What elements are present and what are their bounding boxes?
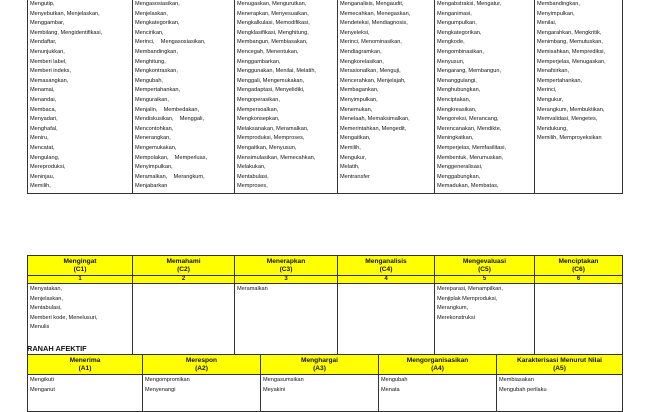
header-cell-a4: [379, 355, 497, 375]
verb-list-cell: Menyatakan, Menjelaskan, Mentabulasi, Memberi kode, Menelusuri, Menulis: [28, 284, 133, 355]
header-code: (A3): [313, 364, 326, 372]
column-number: 2: [133, 276, 235, 284]
verb-list-cell: Membiasakan Mengubah perilaku: [497, 375, 623, 412]
cognitive-verbs-table-top: [27, 0, 623, 194]
header-code: (C4): [379, 265, 393, 273]
header-code: (C3): [279, 265, 293, 273]
header-name: Mengevaluasi: [462, 257, 507, 265]
cognitive-levels-table: [27, 255, 623, 355]
column-number: 6: [535, 276, 623, 284]
header-cell-a1: [28, 355, 143, 375]
header-name: Merespon: [185, 356, 218, 364]
verb-list-cell: Mengubah Menata: [379, 375, 497, 412]
header-name: Menciptakan: [558, 257, 599, 265]
verb-list-cell: Membandingkan, Menyimpulkan, Menilai, Mengarahkan, Mengkritik, Menimbang, Memutuskan, Memisahkan, Memprediksi, Memperjelas, Menugaskan, Menafsirkan, Mempertahankan, Merinci, Mengukur, Merangkum, Membuktikan, Memvalidasi, Mengetes, Mendukung, Memilih, Memproyeksikan: [535, 0, 623, 193]
affective-levels-table: [27, 354, 623, 412]
header-code: (A5): [553, 364, 566, 372]
header-code: (C6): [572, 265, 585, 273]
column-number: 1: [28, 276, 133, 284]
header-cell-c6: [535, 256, 623, 276]
header-code: (C1): [73, 265, 87, 273]
header-cell-c1: [28, 256, 133, 276]
section-title-affective: RANAH AFEKTIF: [27, 344, 87, 353]
column-number: 4: [338, 276, 435, 284]
header-name: Karakterisasi Menurut Nilai: [516, 356, 603, 364]
header-cell-a5: [497, 355, 623, 375]
header-name: Mengingat: [63, 257, 97, 265]
verb-list-cell: Mengutip, Menyebutkan, Menjelaskan, Menggambar, Membilang, Mengidentifikasi, Mendaftar, Menunjukkan, Memberi label, Memberi indeks, Memasangkan, Menamai, Menandai, Membaca, Menyadari, Menghafal, Meniru, Mencatat, Mengulang, Mereproduksi, Meninjau, Memilih,: [28, 0, 133, 193]
header-cell-c4: [338, 256, 435, 276]
verb-list-cell: Mengabstraksi, Mengatur, Menganimasi, Mengumpulkan, Mengkategorikan, Mengkode, Mengombinasikan, Menyusun, Mengarang, Membangun, Menanggulangi, Menghubungkan, Menciptakan, Mengkreasikan, Mengoreksi, Merancang, Merencanakan, Mendikte, Meningkatkan, Memperjelas, Memfasilitasi, Membentuk, Merumuskan, Menggeneralisasi, Menggabungkan, Memadukan, Membatas,: [435, 0, 535, 193]
header-code: (C2): [177, 265, 190, 273]
verb-list-cell: [535, 284, 623, 355]
verb-list-cell: Meramalkan: [235, 284, 338, 355]
header-cell-c2: [133, 256, 235, 276]
header-name: Memahami: [166, 257, 201, 265]
header-cell-c5: [435, 256, 535, 276]
header-name: Mengorganisasikan: [406, 356, 469, 364]
header-name: Menghargai: [300, 356, 338, 364]
header-code: (A4): [431, 364, 444, 372]
header-code: (C5): [478, 265, 491, 273]
header-cell-a3: [261, 355, 379, 375]
header-cell-a2: [143, 355, 261, 375]
header-cell-c3: [235, 256, 338, 276]
verb-list-cell: Mengikuti Menganut: [28, 375, 143, 412]
verb-list-cell: [338, 284, 435, 355]
verb-list-cell: Mereparasi, Menampilkan, Menjiplak Memproduksi, Merangkum, Merekonstruksi: [435, 284, 535, 355]
header-code: (A2): [195, 364, 208, 372]
verb-list-cell: [133, 284, 235, 355]
header-name: Menerima: [69, 356, 101, 364]
header-name: Menganalisis: [365, 257, 407, 265]
verb-list-cell: Menganalisis, Mengaudit, Memecahkan, Menegaskan, Mendeteksi, Mendiagnosis, Menyeleksi, Merinci, Menominasikan, Mendiagramkan, Mengkorelasikan, Merasionalkan, Menguji, Mencerahkan, Menjelajah, Membagankan, Menyimpulkan, Menemukan, Menelaah, Memaksimalkan, Memerintahkan, Mengedit, Mengaitkan, Memilih, Mengukur, Melatih, Mentransfer: [338, 0, 435, 193]
column-number: 3: [235, 276, 338, 284]
verb-list-cell: Mengompromikan Menyenangi: [143, 375, 261, 412]
verb-list-cell: Mengasosiasikan, Menjelaskan, Mengkategorikan, Mencirikan, Merinci, Mengasosiasikan, Membandingkan, Menghitung, Mengkontraskan, Mengubah, Mempertahankan, Menguraikan, Menjalin, Membedakan, Mendiskusikan, Menggali, Mencontohkan, Menerangkan, Mengemukakan, Mempolakan, Memperluas, Menyimpulkan, Meramalkan, Merangkum, Menjabarkan: [133, 0, 235, 193]
column-number: 5: [435, 276, 535, 284]
verb-list-cell: Menugaskan, Mengurutkan, Menerapkan, Menyesuaikan, Mengkalkulasi, Memodifikasi, Mengklasifikasi, Menghitung, Membangun, Membiasakan, Mencegah, Menentukan, Menggambarkan, Menggunakan, Menilai, Melatih, Menggali, Mengemukakan, Mengadaptasi, Menyelidiki, Mengoperasikan, Mempersoalkan, Mengkonsepkan, Melaksanakan, Meramalkan, Memproduksi, Memproses, Mengaitkan, Menyusun, Mensimulasikan, Memecahkan, Melakukan, Mentabulasi, Memproses,: [235, 0, 338, 193]
header-code: (A1): [78, 364, 92, 372]
header-name: Menerapkan: [266, 257, 306, 265]
verb-list-cell: Mengasumsikan Meyakini: [261, 375, 379, 412]
